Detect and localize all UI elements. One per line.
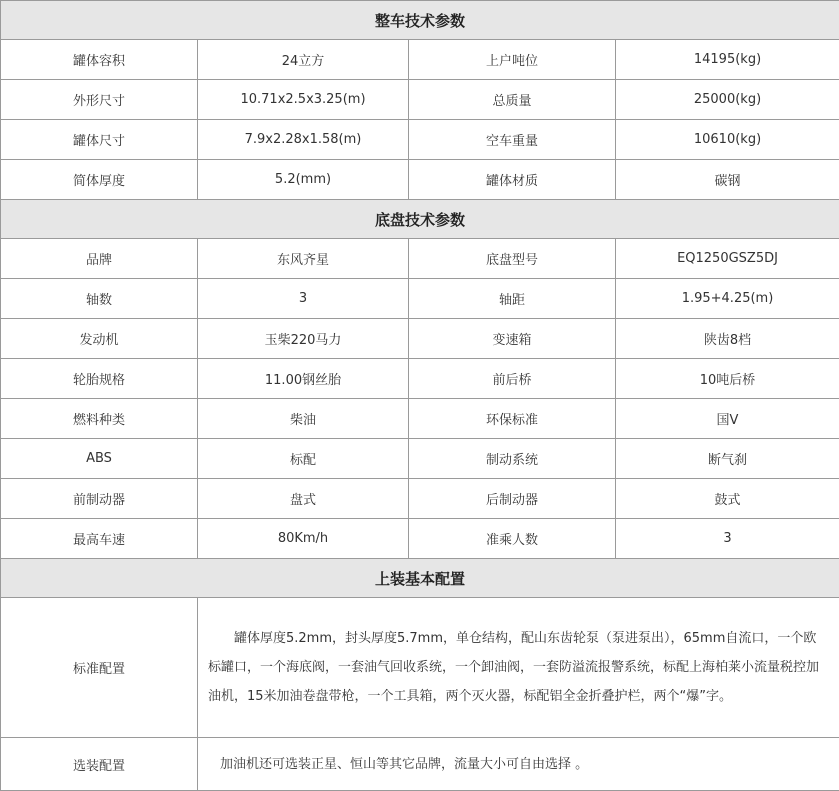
param-label: 总质量 [409,80,616,120]
section-title: 上装基本配置 [1,559,839,598]
param-value: 24立方 [198,40,409,80]
param-label: 前制动器 [1,479,198,519]
param-value: 10610(kg) [616,120,839,160]
section-header-upper [1,559,839,598]
param-value: 11.00钢丝胎 [198,359,409,399]
section-header-vehicle [1,1,839,40]
table-row [1,120,839,160]
param-value: 80Km/h [198,519,409,559]
param-label: 简体厚度 [1,160,198,200]
param-value: 断气刹 [616,439,839,479]
param-label: 轮胎规格 [1,359,198,399]
param-label: 变速箱 [409,319,616,359]
table-row [1,80,839,120]
standard-config-cell [198,598,839,738]
param-value: 10吨后桥 [616,359,839,399]
table-row [1,399,839,439]
param-value: 陕齿8档 [616,319,839,359]
param-value: 5.2(mm) [198,160,409,200]
param-label: 轴距 [409,279,616,319]
param-label: 制动系统 [409,439,616,479]
param-value: EQ1250GSZ5DJ [616,239,839,279]
param-value: 国V [616,399,839,439]
param-label: 环保标准 [409,399,616,439]
table-row [1,279,839,319]
param-label: 罐体材质 [409,160,616,200]
param-value: 柴油 [198,399,409,439]
section-title: 底盘技术参数 [1,200,839,239]
param-label: 准乘人数 [409,519,616,559]
section-title: 整车技术参数 [1,1,839,40]
param-label: 品牌 [1,239,198,279]
param-label: 底盘型号 [409,239,616,279]
param-value: 14195(kg) [616,40,839,80]
param-value: 1.95+4.25(m) [616,279,839,319]
table-row [1,519,839,559]
param-value: 7.9x2.28x1.58(m) [198,120,409,160]
optional-config-cell [198,738,839,791]
param-value: 标配 [198,439,409,479]
param-label: 外形尺寸 [1,80,198,120]
table-row [1,40,839,80]
param-value: 10.71x2.5x3.25(m) [198,80,409,120]
param-value: 3 [198,279,409,319]
param-label: 空车重量 [409,120,616,160]
param-label: 轴数 [1,279,198,319]
param-value: 玉柴220马力 [198,319,409,359]
param-value: 东风齐星 [198,239,409,279]
table-row-standard-config [1,598,839,738]
param-label: 最高车速 [1,519,198,559]
optional-config-label: 选装配置 [1,738,198,791]
section-header-chassis [1,200,839,239]
param-value: 盘式 [198,479,409,519]
standard-config-text: 罐体厚度5.2mm，封头厚度5.7mm，单仓结构，配山东齿轮泵（泵进泵出），65mm自流口，一个欧标罐口，一个海底阀，一套油气回收系统，一个卸油阀，一套防溢流报警系统，标配上海柏莱小流量税控加油机，15米加油卷盘带枪，一个工具箱，两个灭火器，标配铝全金折叠护栏，两个“爆”字。 [208,631,819,704]
param-label: 燃料种类 [1,399,198,439]
param-value: 碳钢 [616,160,839,200]
standard-config-label: 标准配置 [1,598,198,738]
table-row [1,439,839,479]
param-label: 罐体尺寸 [1,120,198,160]
param-label: 上户吨位 [409,40,616,80]
table-row [1,239,839,279]
param-value: 鼓式 [616,479,839,519]
table-row [1,319,839,359]
table-row [1,479,839,519]
param-label: 发动机 [1,319,198,359]
param-label: ABS [1,439,198,479]
param-label: 前后桥 [409,359,616,399]
param-value: 25000(kg) [616,80,839,120]
table-row [1,359,839,399]
param-label: 罐体容积 [1,40,198,80]
optional-config-text: 加油机还可选装正星、恒山等其它品牌，流量大小可自由选择 。 [220,757,588,772]
table-row-optional-config [1,738,839,791]
param-value: 3 [616,519,839,559]
param-label: 后制动器 [409,479,616,519]
table-row [1,160,839,200]
